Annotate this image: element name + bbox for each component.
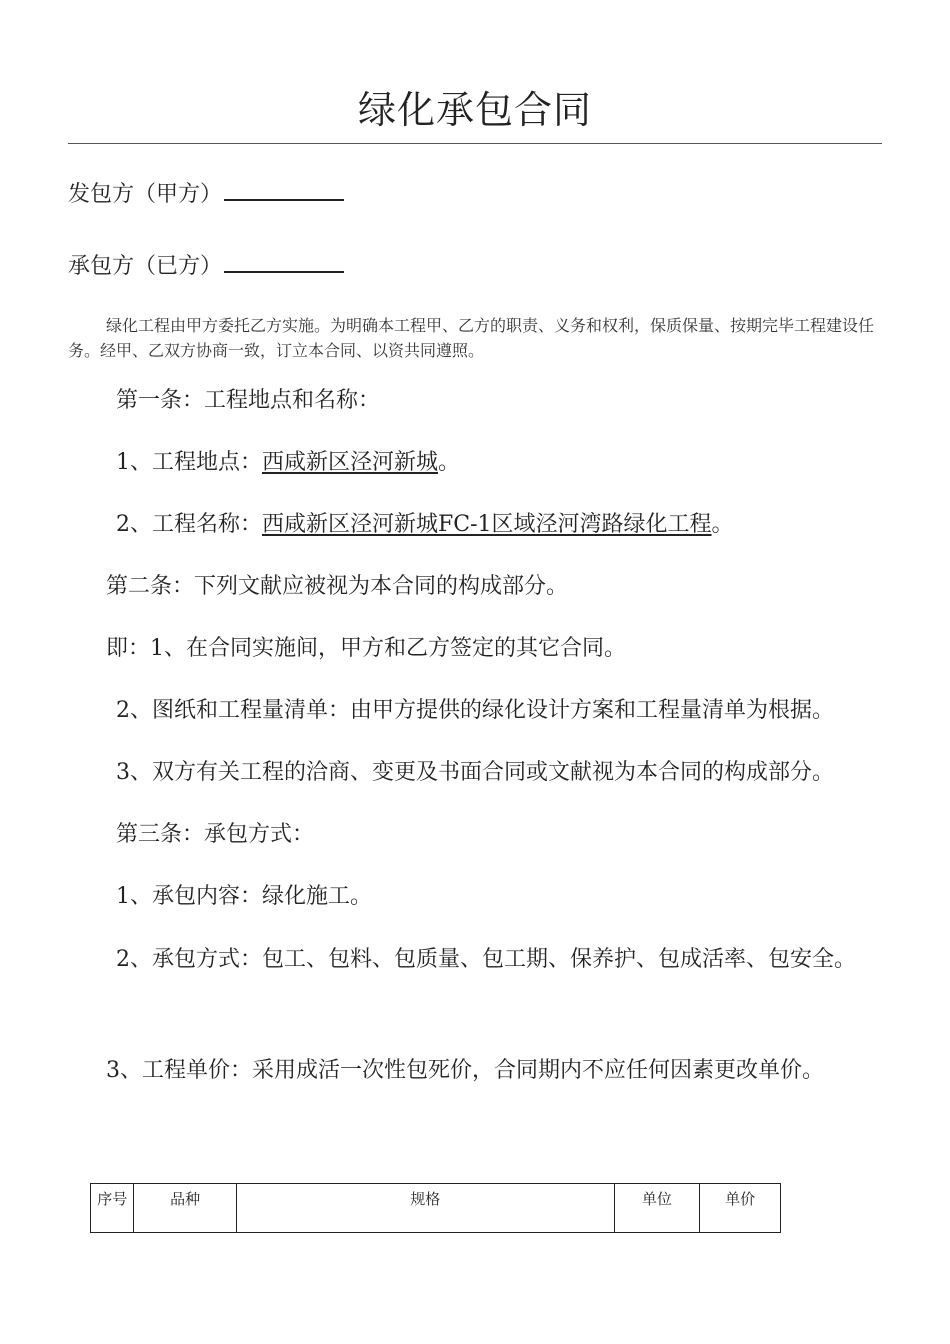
article-1-item-1-prefix: 1、工程地点： [116,450,262,475]
title-divider [68,143,882,144]
table-header-cell: 序号 [91,1184,134,1233]
table-header-cell: 单价 [700,1184,781,1233]
party-a-line [68,179,344,210]
party-b-label: 承包方（已方） [68,254,223,279]
table-header-cell: 品种 [134,1184,236,1233]
table-header-row [91,1184,781,1233]
intro-paragraph: 绿化工程由甲方委托乙方实施。为明确本工程甲、乙方的职责、义务和权利，保质保量、按期完毕工程建设任务。经甲、乙双方协商一致，订立本合同、以资共同遵照。 [68,316,875,360]
table-header-cell: 规格 [236,1184,614,1233]
party-b-blank [224,251,344,273]
project-location: 西咸新区泾河新城 [262,450,439,475]
article-3-item-1: 1、承包内容：绿化施工。 [116,884,372,909]
document-title: 绿化承包合同 [357,88,592,132]
article-3-heading: 第三条：承包方式： [116,822,315,847]
article-2-item-3: 3、双方有关工程的洽商、变更及书面合同或文献视为本合同的构成部分。 [116,760,834,785]
article-1-item-2 [116,510,734,540]
article-1-item-1 [116,448,460,478]
article-2-item-2: 2、图纸和工程量清单：由甲方提供的绿化设计方案和工程量清单为根据。 [116,698,834,723]
project-name: 西咸新区泾河新城FC-1区域泾河湾路绿化工程 [262,512,712,537]
article-1-item-1-suffix: 。 [438,450,461,475]
party-a-label: 发包方（甲方） [68,182,223,207]
article-1-item-2-suffix: 。 [711,512,734,537]
article-2-item-1: 即：1、在合同实施间，甲方和乙方签定的其它合同。 [106,636,626,661]
article-1-item-2-prefix: 2、工程名称： [116,512,262,537]
party-b-line [68,251,344,282]
article-1-heading: 第一条：工程地点和名称： [116,388,381,413]
article-2-heading: 第二条：下列文献应被视为本合同的构成部分。 [106,574,569,599]
table-header-cell: 单位 [614,1184,700,1233]
price-table [90,1183,781,1233]
party-a-blank [224,179,344,201]
article-3-item-3: 3、工程单价：采用成活一次性包死价，合同期内不应任何因素更改单价。 [106,1058,824,1083]
article-3-item-2: 2、承包方式：包工、包料、包质量、包工期、保养护、包成活率、包安全。 [116,947,856,972]
